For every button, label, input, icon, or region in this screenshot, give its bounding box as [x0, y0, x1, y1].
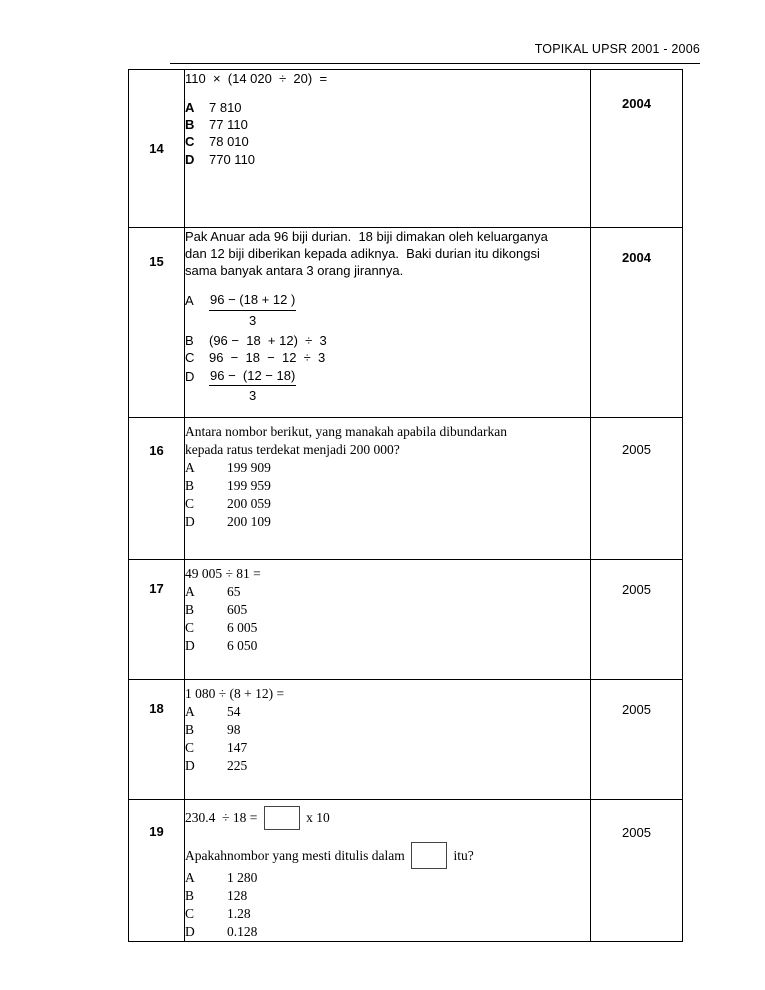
option-label: D	[185, 637, 195, 653]
option-text: 225	[227, 757, 248, 773]
question-stem-line1	[185, 806, 590, 830]
option-row[interactable]	[185, 869, 590, 887]
question-number: 15	[129, 228, 185, 418]
stem-text-before-box-2: Apakahnombor yang mesti ditulis dalam	[185, 847, 409, 863]
option-text: 128	[227, 887, 248, 903]
question-year: 2004	[591, 70, 683, 228]
option-text: 1 280	[227, 870, 258, 885]
question-year: 2005	[591, 560, 683, 680]
option-text: 6 005	[227, 619, 258, 635]
question-body	[185, 800, 591, 942]
option-text: 96 − 18 − 12 ÷ 3	[209, 349, 326, 365]
question-body	[185, 680, 591, 800]
option-row[interactable]	[185, 133, 590, 150]
question-stem: 1 080 ÷ (8 + 12) =	[185, 686, 285, 701]
option-row[interactable]	[185, 923, 590, 941]
option-label: D	[185, 757, 195, 773]
option-label: C	[185, 349, 195, 365]
option-label: A	[185, 583, 195, 599]
question-stem-line2	[185, 842, 590, 869]
option-label: C	[185, 495, 195, 511]
question-body	[185, 228, 591, 418]
option-text: 199 959	[227, 477, 271, 493]
option-row[interactable]	[185, 703, 590, 721]
question-number: 17	[129, 560, 185, 680]
option-text: 200 059	[227, 495, 271, 511]
stem-text-after-box: x 10	[302, 810, 330, 826]
question-body	[185, 418, 591, 560]
option-label: C	[185, 905, 195, 921]
table-row	[129, 228, 683, 418]
option-label: B	[185, 887, 195, 903]
option-text: (96 − 18 + 12) ÷ 3	[209, 332, 327, 348]
option-row[interactable]	[185, 757, 590, 775]
option-label: A	[185, 459, 195, 475]
question-number: 16	[129, 418, 185, 560]
option-label: D	[185, 151, 195, 167]
header-rule	[170, 63, 700, 64]
option-row[interactable]	[185, 291, 590, 328]
spacer	[185, 87, 590, 99]
question-stem: 49 005 ÷ 81 =	[185, 566, 261, 581]
option-row[interactable]	[185, 367, 590, 404]
option-text: 200 109	[227, 513, 271, 529]
option-row[interactable]	[185, 477, 590, 495]
option-label: D	[185, 513, 195, 529]
option-row[interactable]	[185, 637, 590, 655]
answer-box-2[interactable]	[411, 842, 447, 869]
option-label: D	[185, 923, 195, 939]
option-row[interactable]	[185, 459, 590, 477]
question-year: 2005	[591, 800, 683, 942]
option-text: 6 050	[227, 637, 258, 653]
question-number: 18	[129, 680, 185, 800]
option-label: A	[185, 100, 195, 116]
option-row[interactable]	[185, 739, 590, 757]
option-label: A	[185, 703, 195, 719]
fraction-denominator: 3	[249, 388, 257, 404]
option-text: 605	[227, 601, 248, 617]
option-fraction	[209, 291, 296, 328]
option-label: D	[185, 369, 195, 385]
option-row[interactable]	[185, 151, 590, 168]
option-row[interactable]	[185, 601, 590, 619]
option-text: 78 010	[209, 134, 249, 150]
option-row[interactable]	[185, 99, 590, 116]
option-row[interactable]	[185, 513, 590, 531]
stem-text-after-box-2: itu?	[450, 847, 474, 863]
question-number: 19	[129, 800, 185, 942]
question-stem: Antara nombor berikut, yang manakah apabila dibundarkan kepada ratus terdekat menjadi 200 000?	[185, 424, 511, 457]
option-text: 7 810	[209, 100, 242, 116]
option-text: 54	[227, 703, 241, 719]
option-row[interactable]	[185, 619, 590, 637]
option-label: C	[185, 134, 195, 150]
option-label: B	[185, 117, 195, 133]
option-text: 1.28	[227, 905, 251, 921]
table-row	[129, 800, 683, 942]
question-stem: 110 × (14 020 ÷ 20) =	[185, 71, 328, 86]
option-text: 0.128	[227, 923, 258, 939]
option-row[interactable]	[185, 332, 590, 349]
option-text: 199 909	[227, 459, 271, 475]
stem-text-before-box: 230.4 ÷ 18 =	[185, 810, 261, 826]
option-fraction	[209, 367, 296, 404]
option-text: 65	[227, 583, 241, 599]
table-row	[129, 70, 683, 228]
spacer	[185, 279, 590, 291]
question-number: 14	[129, 70, 185, 228]
question-year: 2005	[591, 680, 683, 800]
option-label: B	[185, 721, 195, 737]
question-body	[185, 560, 591, 680]
option-text: 98	[227, 721, 241, 737]
option-label: B	[185, 601, 195, 617]
option-text: 147	[227, 739, 248, 755]
option-label: B	[185, 332, 194, 348]
option-row[interactable]	[185, 905, 590, 923]
option-label: B	[185, 477, 195, 493]
option-label: C	[185, 739, 195, 755]
question-body	[185, 70, 591, 228]
option-row[interactable]	[185, 583, 590, 601]
fraction-numerator: 96 − (18 + 12 )	[209, 291, 296, 310]
fraction-denominator: 3	[249, 312, 257, 328]
option-text: 77 110	[209, 117, 248, 133]
spacer	[185, 830, 590, 842]
option-row[interactable]	[185, 495, 590, 513]
question-year: 2005	[591, 418, 683, 560]
table-row	[129, 418, 683, 560]
table-row	[129, 680, 683, 800]
question-year: 2004	[591, 228, 683, 418]
option-label: C	[185, 619, 195, 635]
option-row[interactable]	[185, 721, 590, 739]
fraction-numerator: 96 − (12 − 18)	[209, 367, 296, 386]
table-row	[129, 560, 683, 680]
option-text: 770 110	[209, 151, 256, 167]
question-stem: Pak Anuar ada 96 biji durian. 18 biji dimakan oleh keluarganya dan 12 biji diberikan kepada adiknya. Baki durian itu dikongsi sama banyak antara 3 orang jirannya.	[185, 229, 552, 279]
answer-box-1[interactable]	[264, 806, 300, 830]
page-header-title: TOPIKAL UPSR 2001 - 2006	[534, 42, 700, 56]
questions-table	[128, 69, 683, 942]
option-label: A	[185, 870, 195, 885]
option-label: A	[185, 293, 194, 309]
option-row[interactable]	[185, 349, 590, 366]
option-row[interactable]	[185, 116, 590, 133]
option-row[interactable]	[185, 887, 590, 905]
